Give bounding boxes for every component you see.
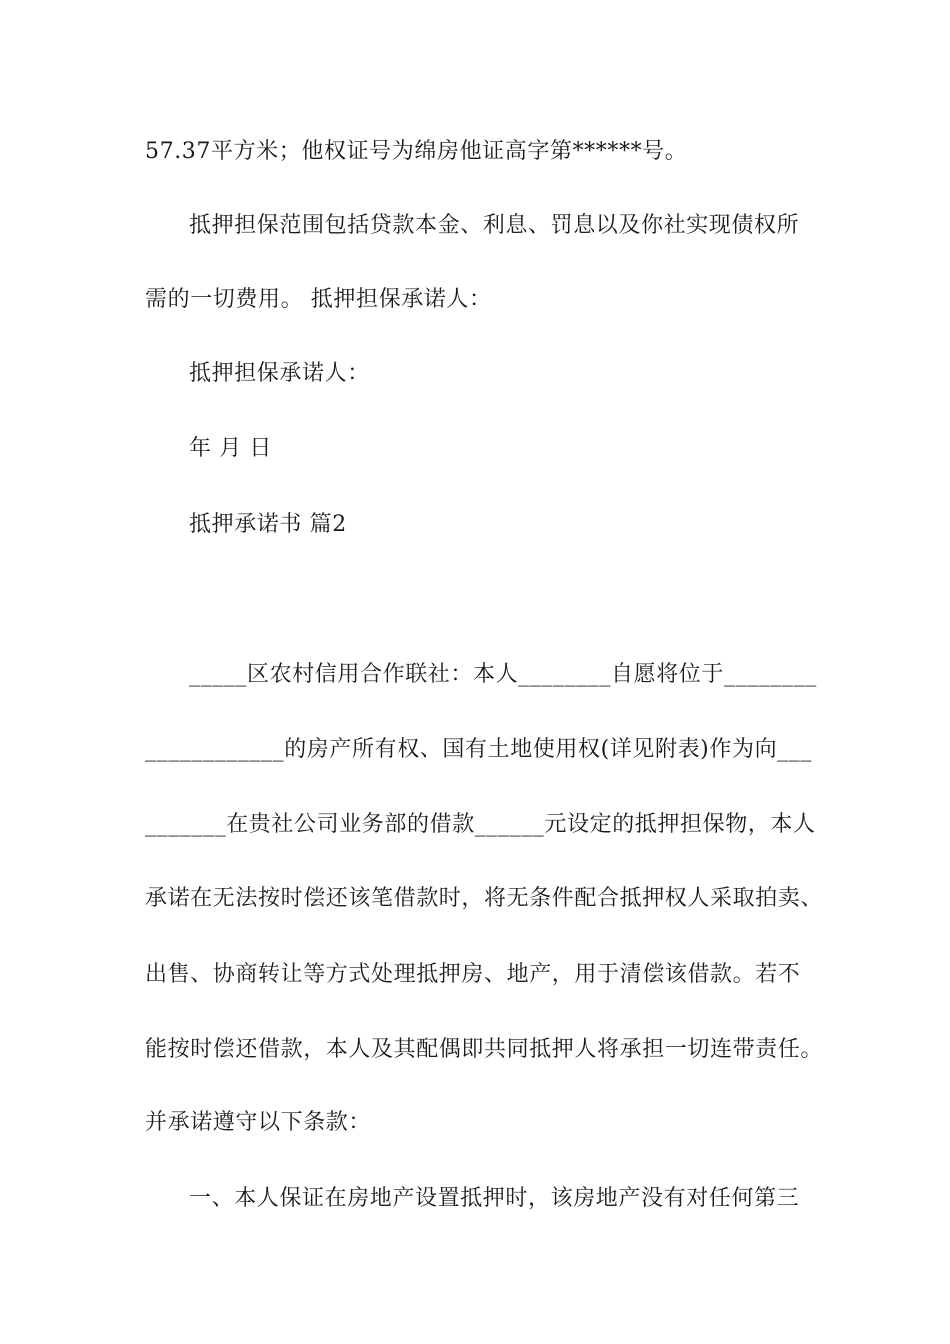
paragraph-line: ____________的房产所有权、国有土地使用权(详见附表)作为向___ [145,737,812,762]
section-heading: 抵押承诺书 篇2 [189,512,347,537]
paragraph-line: 能按时偿还借款，本人及其配偶即共同抵押人将承担一切连带责任。 [145,1037,824,1062]
paragraph-line: 承诺在无法按时偿还该笔借款时，将无条件配合抵押权人采取拍卖、 [145,886,824,911]
paragraph-line: 并承诺遵守以下条款： [145,1110,372,1135]
paragraph-line: 需的一切费用。 抵押担保承诺人： [145,287,492,312]
paragraph-line: 57.37平方米；他权证号为绵房他证高字第******号。 [145,139,688,164]
date-line: 年 月 日 [189,436,272,461]
paragraph-line: 抵押担保承诺人： [189,361,370,386]
paragraph-line: _____区农村信用合作联社：本人________自愿将位于________ [189,662,817,687]
paragraph-line: 抵押担保范围包括贷款本金、利息、罚息以及你社实现债权所 [189,213,800,238]
paragraph-line: _______在贵社公司业务部的借款______元设定的抵押担保物，本人 [145,812,816,837]
paragraph-line: 出售、协商转让等方式处理抵押房、地产，用于清偿该借款。若不 [145,962,801,987]
paragraph-line: 一、本人保证在房地产设置抵押时，该房地产没有对任何第三 [189,1186,800,1211]
